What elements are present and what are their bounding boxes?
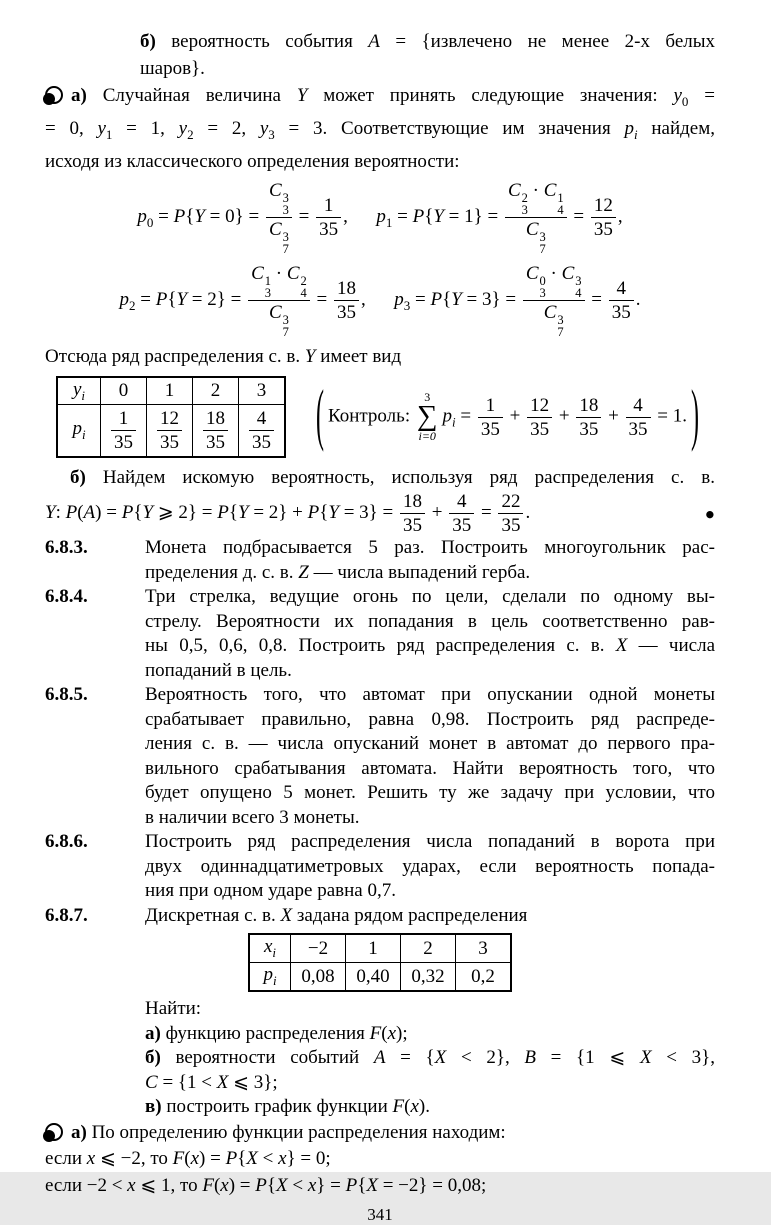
text-line: Вероятность того, что автомат при опускании одной монеты bbox=[145, 684, 715, 705]
table-cell bbox=[147, 405, 193, 458]
end-of-solution-icon: ● bbox=[704, 504, 715, 523]
text-line: пределения д. с. в. Z — числа выпадений герба. bbox=[145, 561, 531, 583]
problem-text bbox=[145, 683, 715, 830]
table-cell: 0,2 bbox=[456, 963, 512, 992]
table-cell: 0 bbox=[101, 377, 147, 405]
text-line: попаданий в цель. bbox=[145, 659, 292, 681]
table-cell: $y_i$ bbox=[57, 377, 101, 405]
text-line: в наличии всего 3 монеты. bbox=[145, 806, 360, 828]
control-check-expression: ( Контроль: 3 ∑ i=0 $p_i$ = $\frac{1}{35}$ + $\frac{12}{35}$ + $\frac{18}{35}$ + $\frac{4}{35}$ = 1. ) bbox=[316, 379, 700, 455]
text-line: Монета подбрасывается 5 раз. Построить многоугольник рас- bbox=[145, 537, 715, 558]
table-cell: 2 bbox=[401, 934, 456, 963]
text-line: в) построить график функции F(x). bbox=[145, 1096, 430, 1117]
table-cell bbox=[101, 405, 147, 458]
fraction: $\frac{18}{35}$ bbox=[203, 408, 228, 453]
fraction: $\frac{18}{35}$ bbox=[576, 395, 601, 440]
solution-marker-icon bbox=[45, 1123, 63, 1141]
fraction: $\frac{12}{35}$ bbox=[591, 195, 616, 240]
fraction: C 3 3 C 3 7 bbox=[266, 180, 292, 255]
problem-6-8-7 bbox=[45, 904, 715, 929]
problem-text bbox=[145, 585, 715, 683]
superscript-subscript: 3 7 bbox=[557, 313, 564, 339]
table-cell: 3 bbox=[456, 934, 512, 963]
problem-number: 6.8.6. bbox=[45, 831, 88, 852]
fraction: $\frac{22}{35}$ bbox=[498, 491, 523, 536]
superscript-subscript: 3 7 bbox=[282, 313, 289, 339]
table-cell: 0,32 bbox=[401, 963, 456, 992]
superscript-subscript: 1 4 bbox=[557, 191, 564, 217]
fraction: $\frac{4}{35}$ bbox=[626, 395, 651, 440]
text-line: вильного срабатывания автомата. Найти вероятность того, что bbox=[145, 757, 715, 779]
text-line: Отсюда ряд распределения с. в. Y имеет вид bbox=[45, 346, 402, 367]
superscript-subscript: 3 3 bbox=[282, 191, 289, 217]
summation-symbol: 3 ∑ i=0 bbox=[416, 390, 438, 443]
table-cell: −2 bbox=[291, 934, 346, 963]
table-cell bbox=[239, 405, 286, 458]
problem-text bbox=[145, 536, 715, 585]
text-line: если −2 < x ⩽ 1, то F(x) = P{X < x} = P{X = −2} = 0,08; bbox=[45, 1174, 487, 1196]
fraction: $\frac{4}{35}$ bbox=[609, 278, 634, 323]
paragraph-distribution-intro bbox=[45, 343, 715, 370]
table-cell: 3 bbox=[239, 377, 286, 405]
distribution-row bbox=[56, 376, 715, 458]
fraction: $\frac{12}{35}$ bbox=[157, 408, 182, 453]
fraction: C 2 3 · C 1 4 C 3 7 bbox=[505, 180, 567, 255]
page-number: 341 bbox=[367, 1205, 393, 1224]
text-line: а) функцию распределения F(x); bbox=[145, 1022, 408, 1044]
text-line: двух одиннадцатиметровых ударах, если вероятность попада- bbox=[145, 855, 715, 877]
superscript-subscript: 2 4 bbox=[300, 274, 307, 300]
text-line: б) Найдем искомую вероятность, используя ряд распределения с. в. bbox=[70, 467, 715, 488]
superscript-subscript: 3 7 bbox=[282, 230, 289, 256]
paragraph-item-b-top bbox=[140, 28, 715, 82]
problems-list bbox=[45, 536, 715, 928]
text-line: срабатывает правильно, равна 0,98. Построить ряд распреде- bbox=[145, 708, 715, 730]
table-cell: $x_i$ bbox=[249, 934, 291, 963]
text-line: исходя из классического определения вероятности: bbox=[45, 151, 460, 172]
solution-b bbox=[45, 464, 715, 536]
problem-6-8-3 bbox=[45, 536, 715, 585]
text-line: шаров}. bbox=[140, 58, 205, 79]
table-cell: 2 bbox=[193, 377, 239, 405]
table-x-wrap bbox=[45, 933, 715, 992]
table-cell: 0,40 bbox=[346, 963, 401, 992]
superscript-subscript: 2 3 bbox=[521, 191, 528, 217]
superscript-subscript: 1 3 bbox=[264, 274, 272, 300]
fraction: C 0 3 · C 3 4 C 3 7 bbox=[523, 263, 585, 338]
big-parenthesis: ( bbox=[316, 379, 324, 455]
problem-number: 6.8.7. bbox=[45, 904, 88, 926]
table-cell: 1 bbox=[346, 934, 401, 963]
problem-text bbox=[145, 830, 715, 904]
superscript-subscript: 3 4 bbox=[575, 274, 582, 300]
text-line: ния при одном ударе равна 0,7. bbox=[145, 880, 396, 901]
superscript-subscript: 3 7 bbox=[539, 230, 546, 256]
text-line: Y: P(A) = P{Y ⩾ 2} = P{Y = 2} + P{Y = 3} = $\frac{18}{35}$ + $\frac{4}{35}$ = $\frac{22}{35}$ . ● bbox=[45, 491, 715, 536]
text-line: б) вероятность события A = {извлечено не менее 2-х белых bbox=[140, 31, 715, 52]
text-line: б) вероятности событий A = {X < 2}, B = {1 ⩽ X < 3}, bbox=[145, 1047, 715, 1068]
solution-marker-icon bbox=[45, 86, 63, 104]
table-y-distribution bbox=[56, 376, 286, 458]
paragraph-find bbox=[145, 997, 715, 1120]
fraction: $\frac{1}{35}$ bbox=[478, 395, 503, 440]
text-line: = 0, $y_1 = 1$, $y_2 = 2$, $y_3 = 3$. Соответствующие им значения $p_i$ найдем, bbox=[45, 118, 715, 142]
text-line: ны 0,5, 0,6, 0,8. Построить ряд распределения с. в. X — числа bbox=[145, 635, 715, 656]
problem-6-8-6 bbox=[45, 830, 715, 904]
fraction: $\frac{18}{35}$ bbox=[400, 491, 425, 536]
table-cell: $p_i$ bbox=[249, 963, 291, 992]
fraction: C 1 3 · C 2 4 C 3 7 bbox=[248, 263, 310, 338]
text-line: если x ⩽ −2, то F(x) = P{X < x} = 0; bbox=[45, 1148, 331, 1169]
text-line: будет опущено 5 монет. Решить ту же задачу при условии, что bbox=[145, 782, 715, 803]
problem-6-8-4 bbox=[45, 585, 715, 683]
fraction: $\frac{4}{35}$ bbox=[449, 491, 474, 536]
fraction: $\frac{4}{35}$ bbox=[249, 408, 274, 453]
fraction: $\frac{1}{35}$ bbox=[316, 195, 341, 240]
superscript-subscript: 0 3 bbox=[539, 274, 546, 300]
table-cell bbox=[193, 405, 239, 458]
fraction: $\frac{1}{35}$ bbox=[111, 408, 136, 453]
solution-a-top bbox=[45, 82, 715, 175]
problem-number: 6.8.5. bbox=[45, 684, 88, 705]
table-cell: 1 bbox=[147, 377, 193, 405]
solution-a-bottom bbox=[45, 1120, 715, 1200]
problem-number: 6.8.3. bbox=[45, 537, 88, 558]
text-line: Найти: bbox=[145, 998, 202, 1019]
problem-6-8-5 bbox=[45, 683, 715, 830]
text-line: а) Случайная величина Y может принять следующие значения: $y_0$ = bbox=[45, 82, 715, 115]
problem-number: 6.8.4. bbox=[45, 586, 88, 607]
text-line: стрелу. Вероятности их попадания в цель соответственно рав- bbox=[145, 610, 715, 632]
text-line: Построить ряд распределения числа попаданий в ворота при bbox=[145, 831, 715, 852]
fraction: $\frac{18}{35}$ bbox=[334, 278, 359, 323]
text-line: Три стрелка, ведущие огонь по цели, сделали по одному вы- bbox=[145, 586, 715, 607]
table-cell: $p_i$ bbox=[57, 405, 101, 458]
big-parenthesis: ) bbox=[691, 379, 700, 455]
table-x-distribution bbox=[248, 933, 512, 992]
text-line: а) По определению функции распределения находим: bbox=[45, 1120, 715, 1147]
formula-p2-p3: $p_2 = P\{Y = 2\}$ = C 1 3 · C 2 4 C 3 7 = $\frac{18}{35}$ , $p_3 = P\{Y = 3\}$ = C 0 3 · C 3 4 C 3 7 = $\frac{4}{35}$ . bbox=[119, 263, 641, 339]
text-line: C = {1 < X ⩽ 3}; bbox=[145, 1071, 278, 1093]
table-cell: 0,08 bbox=[291, 963, 346, 992]
problem-text bbox=[145, 904, 715, 929]
text-line: ления с. в. — числа опусканий монет в автомат до первого пра- bbox=[145, 733, 715, 754]
text-line: Дискретная с. в. X задана рядом распределения bbox=[145, 904, 528, 926]
fraction: $\frac{12}{35}$ bbox=[527, 395, 552, 440]
formula-p0-p1: $p_0 = P\{Y = 0\}$ = C 3 3 C 3 7 = $\frac{1}{35}$ , $p_1 = P\{Y = 1\}$ = C 2 3 · C 1 4 C 3 7 = $\frac{12}{35}$ , bbox=[137, 180, 623, 256]
